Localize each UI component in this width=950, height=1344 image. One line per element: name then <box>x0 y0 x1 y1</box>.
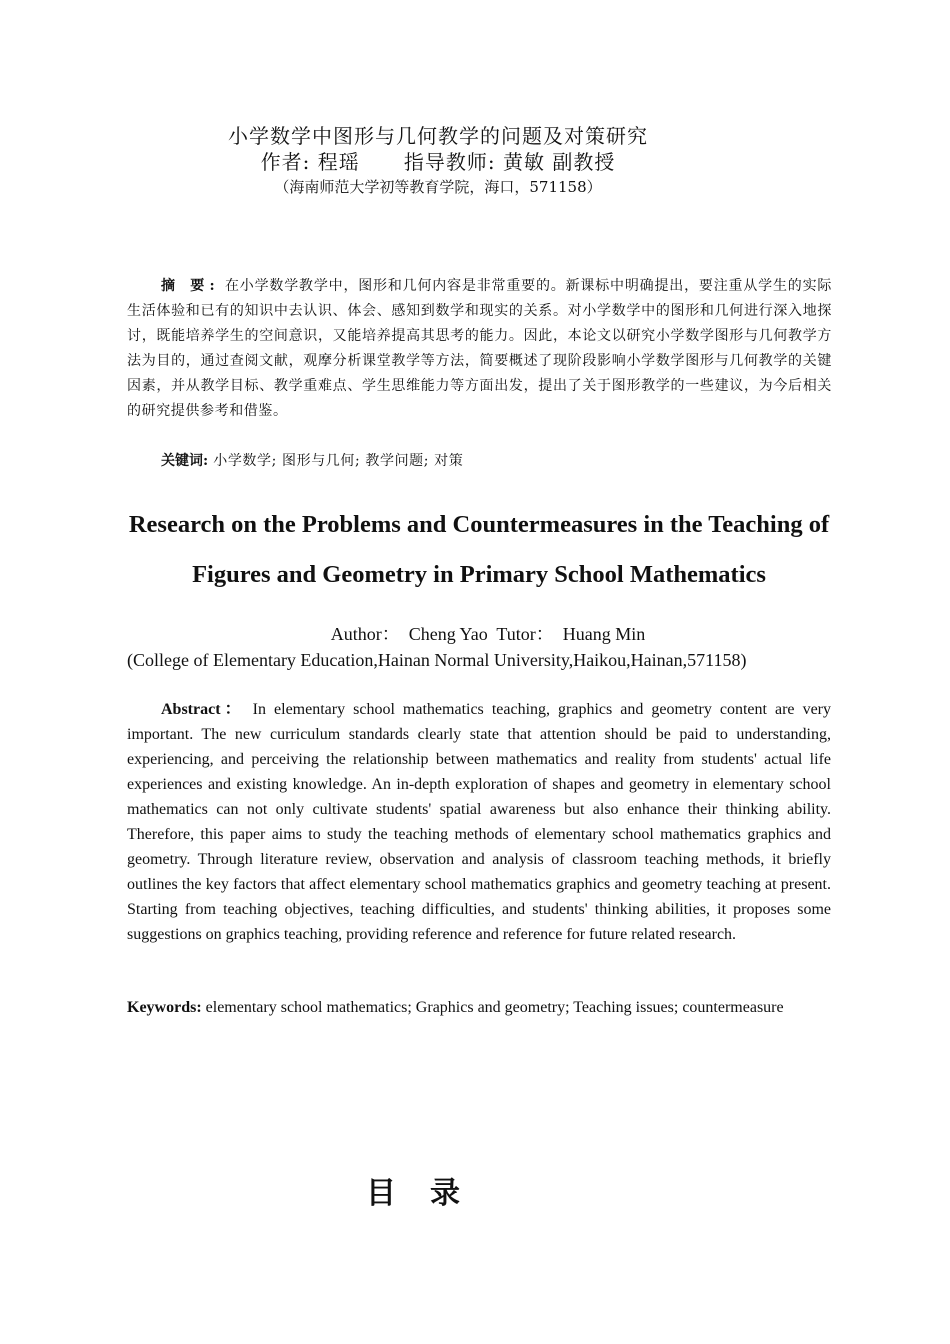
english-keywords-label: Keywords: <box>127 999 202 1016</box>
english-author-line: Author： Cheng Yao Tutor： Huang Min <box>330 624 646 644</box>
english-title: Research on the Problems and Countermeasures in the Teaching of Figures and Geometry in Primary School Mathematics <box>128 511 830 588</box>
chinese-author-line: 作者: 程瑶 指导教师: 黄敏 副教授 <box>260 150 616 174</box>
english-keywords-text: elementary school mathematics; Graphics and geometry; Teaching issues; countermeasure <box>205 999 784 1016</box>
english-affiliation: (College of Elementary Education,Hainan Normal University,Haikou,Hainan,571158) <box>127 650 747 670</box>
chinese-keywords-label: 关键词: <box>161 453 209 469</box>
chinese-keywords-text: 小学数学; 图形与几何; 教学问题; 对策 <box>213 453 464 469</box>
english-abstract-text: In elementary school mathematics teaching, graphics and geometry content are very important. The new curriculum standards clearly state that attention should be paid to understanding, experiencing, and perceiving the relationship between mathematics and reality from students' actual life experiences and existing knowledge. An in-depth exploration of shapes and geometry in elementary school mathematics can not only cultivate students' spatial awareness but also enhance their thinking ability. Therefore, this paper aims to study the teaching methods of elementary school mathematics graphics and geometry. Through literature review, observation and analysis of classroom teaching methods, it briefly outlines the key factors that affect elementary school mathematics graphics and geometry teaching at present. Starting from teaching objectives, teaching difficulties, and students' thinking abilities, it proposes some suggestions on graphics teaching, providing reference and reference for future related research. <box>127 701 832 943</box>
english-abstract <box>127 697 831 947</box>
chinese-keywords <box>161 449 831 473</box>
english-keywords <box>127 996 847 1020</box>
chinese-abstract-label: 摘 要: <box>161 278 220 294</box>
chinese-affiliation: （海南师范大学初等教育学院，海口，571158） <box>274 178 602 196</box>
chinese-abstract <box>127 274 832 424</box>
chinese-abstract-text: 在小学数学教学中，图形和几何内容是非常重要的。新课标中明确提出，要注重从学生的实际生活体验和已有的知识中去认识、体会、感知到数学和现实的关系。对小学数学中的图形和几何进行深入地探讨，既能培养学生的空间意识，又能培养提高其思考的能力。因此，本论文以研究小学数学图形与几何教学方法为目的，通过查阅文献，观摩分析课堂教学等方法，简要概述了现阶段影响小学数学图形与几何教学的关键因素，并从教学目标、教学重难点、学生思维能力等方面出发，提出了关于图形教学的一些建议，为今后相关的研究提供参考和借鉴。 <box>127 278 832 419</box>
chinese-title: 小学数学中图形与几何教学的问题及对策研究 <box>228 124 648 148</box>
english-abstract-label: Abstract： <box>161 701 245 718</box>
table-of-contents-heading: 目录 <box>366 1176 494 1211</box>
